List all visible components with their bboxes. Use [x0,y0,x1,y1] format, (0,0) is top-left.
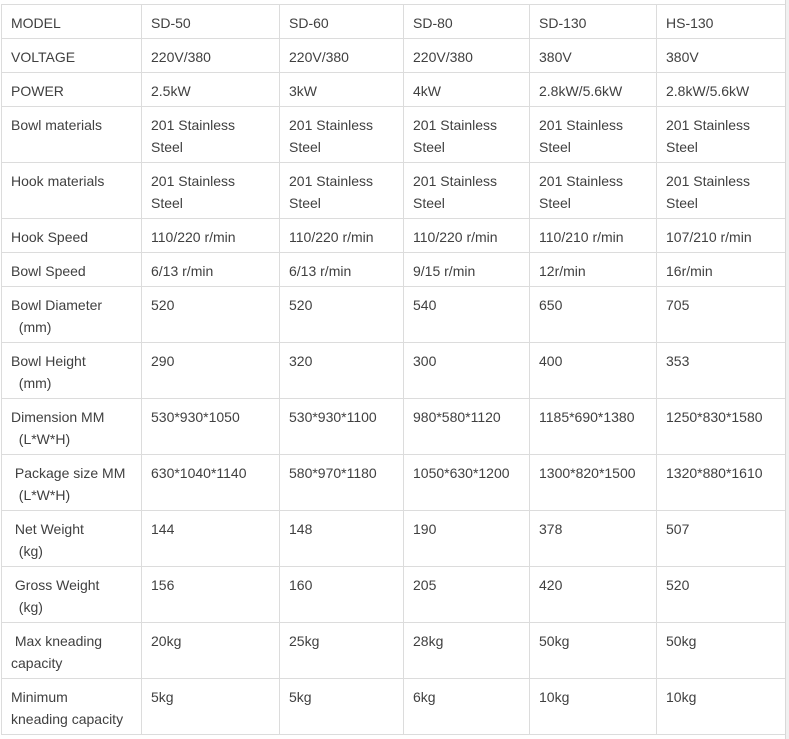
table-cell: 530*930*1100 [280,399,404,455]
row-label: VOLTAGE [2,39,142,73]
table-row [2,163,787,219]
table-cell: 5kg [142,679,280,735]
table-cell: SD-50 [142,5,280,39]
table-cell: 2.8kW/5.6kW [530,73,657,107]
table-cell: 1050*630*1200 [404,455,530,511]
row-label: Bowl materials [2,107,142,163]
table-cell: 220V/380 [280,39,404,73]
table-cell: 160 [280,567,404,623]
table-row [2,343,787,399]
table-cell: 220V/380 [142,39,280,73]
table-cell: 220V/380 [404,39,530,73]
table-row [2,679,787,735]
table-cell: HS-130 [657,5,787,39]
table-cell: 10kg [657,679,787,735]
table-cell: 201 Stainless Steel [657,107,787,163]
table-row [2,455,787,511]
row-label: POWER [2,73,142,107]
table-cell: 580*970*1180 [280,455,404,511]
table-cell: 205 [404,567,530,623]
table-cell: 1300*820*1500 [530,455,657,511]
table-cell: 10kg [530,679,657,735]
table-cell: 1185*690*1380 [530,399,657,455]
table-cell: 110/220 r/min [142,219,280,253]
table-cell: SD-80 [404,5,530,39]
table-cell: 201 Stainless Steel [657,163,787,219]
table-cell: 980*580*1120 [404,399,530,455]
table-cell: 300 [404,343,530,399]
spec-table-body [2,5,787,735]
table-cell: 320 [280,343,404,399]
table-cell: 16r/min [657,253,787,287]
table-cell: 1250*830*1580 [657,399,787,455]
table-cell: 50kg [657,623,787,679]
table-cell: 378 [530,511,657,567]
table-row [2,219,787,253]
table-cell: 190 [404,511,530,567]
table-cell: 1320*880*1610 [657,455,787,511]
table-cell: 28kg [404,623,530,679]
table-cell: 201 Stainless Steel [142,107,280,163]
table-cell: 9/15 r/min [404,253,530,287]
table-cell: 3kW [280,73,404,107]
table-cell: 25kg [280,623,404,679]
table-cell: 201 Stainless Steel [280,107,404,163]
row-label: Dimension MM (L*W*H) [2,399,142,455]
table-cell: 2.8kW/5.6kW [657,73,787,107]
table-cell: 6/13 r/min [142,253,280,287]
table-cell: 201 Stainless Steel [404,107,530,163]
table-row [2,107,787,163]
row-label: Bowl Diameter (mm) [2,287,142,343]
table-cell: 12r/min [530,253,657,287]
table-cell: 4kW [404,73,530,107]
row-label: Net Weight (kg) [2,511,142,567]
scrollbar-track[interactable] [785,0,789,739]
table-row [2,567,787,623]
table-cell: 380V [657,39,787,73]
table-cell: SD-60 [280,5,404,39]
table-cell: 201 Stainless Steel [142,163,280,219]
table-cell: 540 [404,287,530,343]
table-cell: 380V [530,39,657,73]
table-row [2,399,787,455]
table-cell: 201 Stainless Steel [280,163,404,219]
table-cell: 148 [280,511,404,567]
row-label: Bowl Height (mm) [2,343,142,399]
table-cell: 107/210 r/min [657,219,787,253]
table-cell: 20kg [142,623,280,679]
table-cell: 6/13 r/min [280,253,404,287]
row-label: Minimum kneading capacity [2,679,142,735]
table-cell: 705 [657,287,787,343]
table-cell: 353 [657,343,787,399]
row-label: Package size MM (L*W*H) [2,455,142,511]
table-cell: 156 [142,567,280,623]
table-cell: 650 [530,287,657,343]
table-cell: 290 [142,343,280,399]
table-cell: 201 Stainless Steel [404,163,530,219]
table-cell: 630*1040*1140 [142,455,280,511]
row-label: Hook Speed [2,219,142,253]
table-cell: 520 [657,567,787,623]
table-cell: 2.5kW [142,73,280,107]
table-cell: 201 Stainless Steel [530,163,657,219]
table-cell: 5kg [280,679,404,735]
table-cell: 420 [530,567,657,623]
table-cell: 110/220 r/min [404,219,530,253]
table-row [2,39,787,73]
row-label: Max kneading capacity [2,623,142,679]
table-cell: 201 Stainless Steel [530,107,657,163]
row-label: Bowl Speed [2,253,142,287]
table-cell: 110/220 r/min [280,219,404,253]
table-cell: 507 [657,511,787,567]
table-cell: 520 [280,287,404,343]
table-row [2,511,787,567]
table-cell: 530*930*1050 [142,399,280,455]
row-label: Hook materials [2,163,142,219]
table-row [2,253,787,287]
table-cell: 6kg [404,679,530,735]
row-label: Gross Weight (kg) [2,567,142,623]
table-cell: 144 [142,511,280,567]
table-cell: 110/210 r/min [530,219,657,253]
table-row [2,287,787,343]
table-row [2,5,787,39]
table-cell: 400 [530,343,657,399]
table-cell: 520 [142,287,280,343]
table-cell: SD-130 [530,5,657,39]
table-row [2,623,787,679]
row-label: MODEL [2,5,142,39]
table-cell: 50kg [530,623,657,679]
table-row [2,73,787,107]
spec-table [1,4,787,735]
